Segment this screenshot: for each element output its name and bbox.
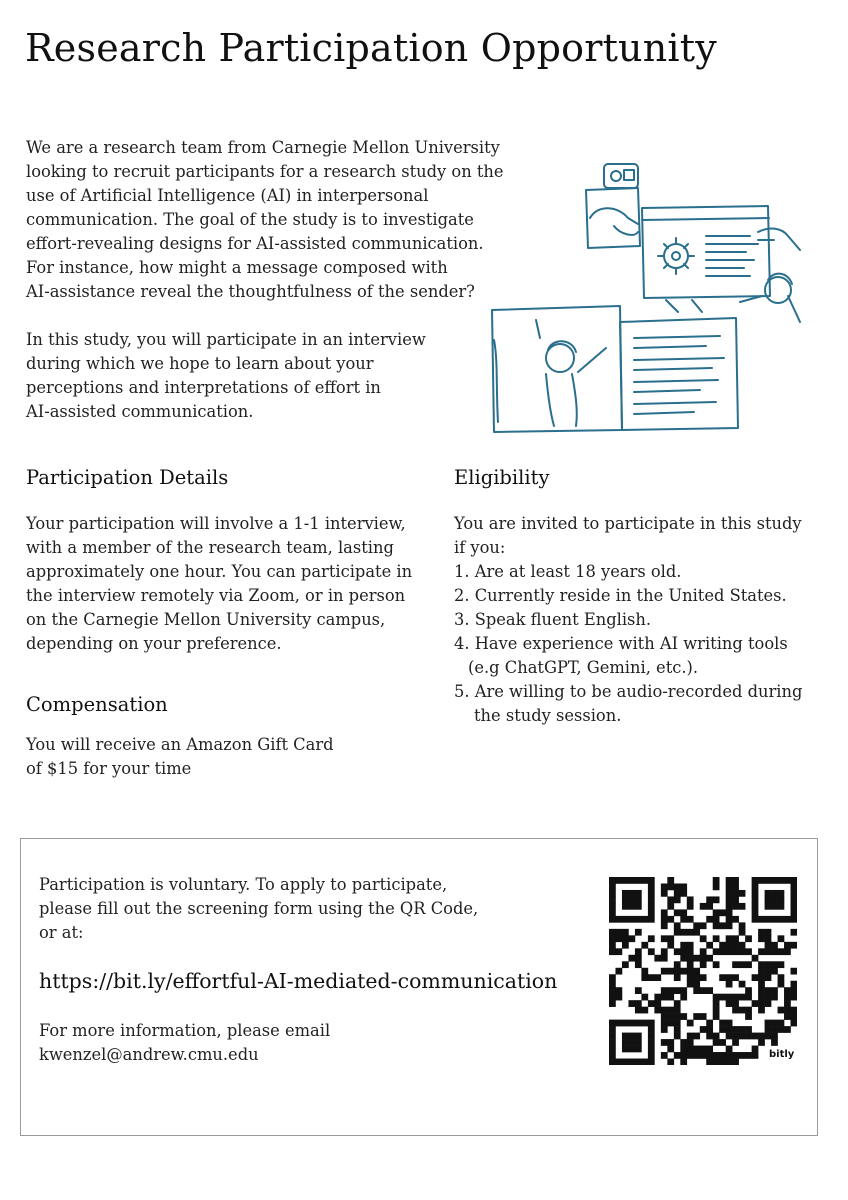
compensation-line: You will receive an Amazon Gift Card xyxy=(26,735,334,754)
list-item: 2. Currently reside in the United States. xyxy=(454,586,787,605)
list-item: 4. Have experience with AI writing tools xyxy=(454,634,788,653)
qr-code-icon[interactable] xyxy=(609,877,797,1065)
intro-line: use of Artificial Intelligence (AI) in interpersonal xyxy=(26,186,429,205)
intro-line: For instance, how might a message composed with xyxy=(26,258,448,277)
qr-brand-label: bitly xyxy=(769,1049,795,1060)
study-line: during which we hope to learn about your xyxy=(26,354,374,373)
study-line: In this study, you will participate in an interview xyxy=(26,330,426,349)
participation-heading: Participation Details xyxy=(26,466,229,489)
compensation-paragraph xyxy=(26,733,334,781)
intro-line: AI-assistance reveal the thoughtfulness of the sender? xyxy=(26,282,475,301)
apply-instructions xyxy=(39,873,478,945)
intro-paragraph xyxy=(26,136,504,304)
eligibility-intro-line: You are invited to participate in this study xyxy=(454,514,802,533)
intro-line: communication. The goal of the study is to investigate xyxy=(26,210,474,229)
study-line: perceptions and interpretations of effort in xyxy=(26,378,381,397)
apply-line: Participation is voluntary. To apply to participate, xyxy=(39,875,448,894)
contact-info xyxy=(39,1019,330,1067)
list-item: 5. Are willing to be audio-recorded during xyxy=(454,682,803,701)
participation-line: with a member of the research team, lasting xyxy=(26,538,394,557)
eligibility-list xyxy=(454,560,802,728)
eligibility-section xyxy=(454,512,802,728)
compensation-heading: Compensation xyxy=(26,693,168,716)
participation-paragraph xyxy=(26,512,412,656)
intro-line: effort-revealing designs for AI-assisted communication. xyxy=(26,234,484,253)
apply-line: please fill out the screening form using the QR Code, xyxy=(39,899,479,918)
list-item: 1. Are at least 18 years old. xyxy=(454,562,682,581)
intro-line: looking to recruit participants for a research study on the xyxy=(26,162,504,181)
participation-line: on the Carnegie Mellon University campus, xyxy=(26,610,386,629)
study-paragraph xyxy=(26,328,426,424)
email-link[interactable]: kwenzel@andrew.cmu.edu xyxy=(39,1045,259,1064)
list-item-continuation: (e.g ChatGPT, Gemini, etc.). xyxy=(468,658,699,677)
people-collaborating-illustration xyxy=(488,160,828,435)
participation-line: depending on your preference. xyxy=(26,634,282,653)
eligibility-heading: Eligibility xyxy=(454,466,550,489)
list-item: 3. Speak fluent English. xyxy=(454,610,652,629)
list-item-continuation: the study session. xyxy=(474,706,622,725)
page-title: Research Participation Opportunity xyxy=(25,26,717,70)
eligibility-intro-line: if you: xyxy=(454,538,506,557)
participation-line: approximately one hour. You can participate in xyxy=(26,562,413,581)
participation-line: the interview remotely via Zoom, or in person xyxy=(26,586,406,605)
contact-line: For more information, please email xyxy=(39,1021,331,1040)
screening-form-link[interactable]: https://bit.ly/effortful-AI-mediated-communication xyxy=(39,969,558,993)
compensation-line: of $15 for your time xyxy=(26,759,192,778)
apply-line: or at: xyxy=(39,923,84,942)
intro-line: We are a research team from Carnegie Mellon University xyxy=(26,138,500,157)
participation-line: Your participation will involve a 1-1 interview, xyxy=(26,514,406,533)
study-line: AI-assisted communication. xyxy=(26,402,254,421)
apply-box xyxy=(20,838,818,1136)
